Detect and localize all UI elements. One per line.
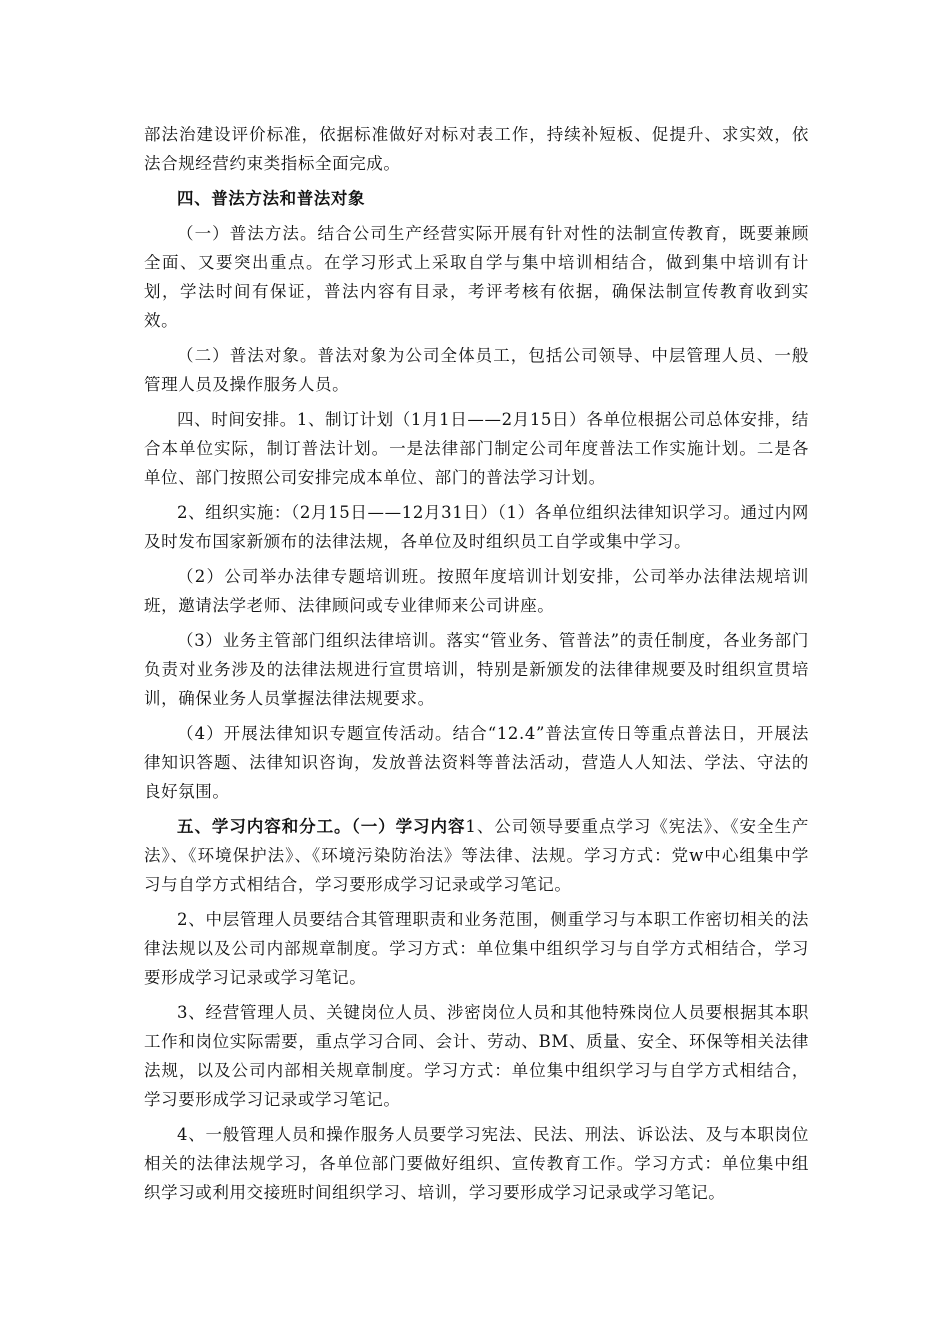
implementation-paragraph: 2、组织实施：（2月15日——12月31日）（1）各单位组织法律知识学习。通过内网及时发布国家新颁布的法律法规，各单位及时组织员工自学或集中学习。 <box>144 503 809 551</box>
business-training-paragraph: （3）业务主管部门组织法律培训。落实“管业务、管普法”的责任制度，各业务部门负责对业务涉及的法律法规进行宣贯培训，特别是新颁发的法律律规要及时组织宣贯培训，确保业务人员掌握法律法规要求。 <box>144 631 809 708</box>
middle-management-paragraph: 2、中层管理人员要结合其管理职责和业务范围，侧重学习与本职工作密切相关的法律法规以及公司内部规章制度。学习方式：单位集中组织学习与自学方式相结合，学习要形成学习记录或学习笔记。 <box>144 910 809 987</box>
general-staff-paragraph: 4、一般管理人员和操作服务人员要学习宪法、民法、刑法、诉讼法、及与本职岗位相关的法律法规学习，各单位部门要做好组织、宣传教育工作。学习方式：单位集中组织学习或利用交接班时间组织学习、培训，学习要形成学习记录或学习笔记。 <box>144 1125 809 1202</box>
key-staff-paragraph: 3、经营管理人员、关键岗位人员、涉密岗位人员和其他特殊岗位人员要根据其本职工作和岗位实际需要，重点学习合同、会计、劳动、BM、质量、安全、环保等相关法律法规，以及公司内部相关规章制度。学习方式：单位集中组织学习与自学方式相结合，学习要形成学习记录或学习笔记。 <box>144 1003 809 1109</box>
section-4-heading: 四、普法方法和普法对象 <box>177 189 366 208</box>
section-5-heading: 五、学习内容和分工。（一）学习内容 <box>177 817 466 836</box>
document-body <box>144 120 809 1213</box>
section-5-text: 1、公司领导要重点学习《宪法》、《安全生产法》、《环境保护法》、《环境污染防治法》等法律、法规。学习方式：党w中心组集中学习与自学方式相结合，学习要形成学习记录或学习笔记。 <box>144 817 809 894</box>
section-5-paragraph <box>144 812 809 899</box>
method-paragraph: （一）普法方法。结合公司生产经营实际开展有针对性的法制宣传教育，既要兼顾全面、又要突出重点。在学习形式上采取自学与集中培训相结合，做到集中培训有计划，学法时间有保证，普法内容有目录，考评考核有依据，确保法制宣传教育收到实效。 <box>144 224 809 330</box>
schedule-paragraph: 四、时间安排。1、制订计划（1月1日——2月15日）各单位根据公司总体安排，结合本单位实际，制订普法计划。一是法律部门制定公司年度普法工作实施计划。二是各单位、部门按照公司安排完成本单位、部门的普法学习计划。 <box>144 410 809 487</box>
intro-paragraph: 部法治建设评价标准，依据标准做好对标对表工作，持续补短板、促提升、求实效，依法合规经营约束类指标全面完成。 <box>144 125 809 173</box>
training-paragraph: （2）公司举办法律专题培训班。按照年度培训计划安排，公司举办法律法规培训班，邀请法学老师、法律顾问或专业律师来公司讲座。 <box>144 567 809 615</box>
target-paragraph: （二）普法对象。普法对象为公司全体员工，包括公司领导、中层管理人员、一般管理人员及操作服务人员。 <box>144 346 809 394</box>
publicity-paragraph: （4）开展法律知识专题宣传活动。结合“12.4”普法宣传日等重点普法日，开展法律知识答题、法律知识咨询，发放普法资料等普法活动，营造人人知法、学法、守法的良好氛围。 <box>144 724 809 801</box>
